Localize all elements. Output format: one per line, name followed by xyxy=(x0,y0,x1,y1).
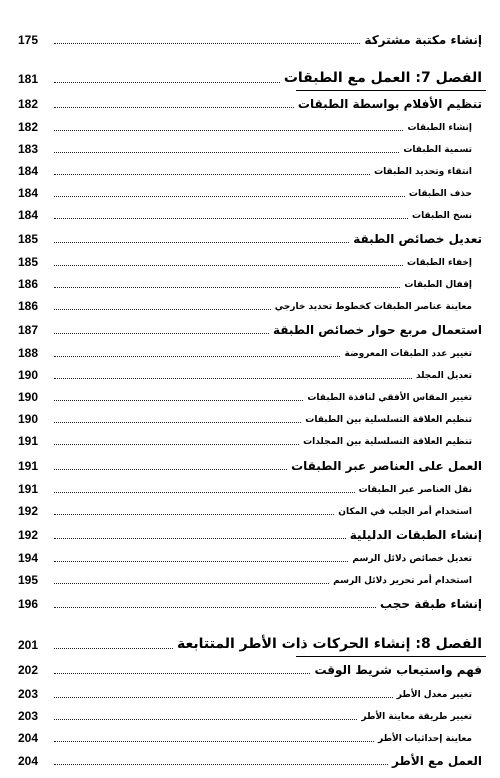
page-number: 191 xyxy=(18,482,39,496)
toc-entry xyxy=(18,233,486,245)
dot-leader xyxy=(54,107,294,108)
page-number: 185 xyxy=(18,255,39,269)
toc-entry xyxy=(18,165,486,177)
toc-entry xyxy=(18,460,486,472)
toc-entry xyxy=(18,300,486,312)
dot-leader xyxy=(54,287,400,288)
chapter-rule xyxy=(296,656,486,657)
entry-title: نسخ الطبقات xyxy=(412,211,472,221)
dot-leader xyxy=(54,492,355,493)
entry-title: نقل العناصر عبر الطبقات xyxy=(358,485,472,495)
page-number: 192 xyxy=(18,528,39,542)
page-number: 201 xyxy=(18,638,39,652)
toc-entry xyxy=(18,413,486,425)
toc-entry xyxy=(18,710,486,722)
entry-title: تنظيم الأفلام بواسطة الطبقات xyxy=(297,97,482,111)
toc-entry xyxy=(18,347,486,359)
toc-entry xyxy=(18,552,486,564)
entry-title: استخدام أمر تحرير دلائل الرسم xyxy=(333,576,472,586)
page-number: 203 xyxy=(18,687,39,701)
entry-title: إنشاء مكتبة مشتركة xyxy=(364,33,482,47)
dot-leader xyxy=(54,741,374,742)
page-number: 203 xyxy=(18,709,39,723)
toc-chapter xyxy=(18,637,486,651)
entry-title: إنشاء طبقة حجب xyxy=(380,597,482,611)
toc-entry xyxy=(18,505,486,517)
entry-title: تغيير عدد الطبقات المعروضة xyxy=(344,349,472,359)
page-number: 202 xyxy=(18,663,39,677)
entry-title: معاينة عناصر الطبقات كخطوط تحديد خارجي xyxy=(274,302,472,312)
page-number: 204 xyxy=(18,731,39,745)
page-number: 175 xyxy=(18,33,39,47)
dot-leader xyxy=(54,378,412,379)
dot-leader xyxy=(54,130,403,131)
entry-title: العمل على العناصر عبر الطبقات xyxy=(291,459,482,473)
toc-entry xyxy=(18,98,486,110)
entry-title: إقفال الطبقات xyxy=(404,280,472,290)
dot-leader xyxy=(54,82,280,83)
entry-title: استخدام أمر الجلب في المكان xyxy=(338,507,472,517)
toc-entry xyxy=(18,256,486,268)
entry-title: تنظيم العلاقة التسلسلية بين المجلدات xyxy=(303,437,472,447)
entry-title: استعمال مربع حوار خصائص الطبقة xyxy=(272,323,482,337)
entry-title: العمل مع الأطر xyxy=(392,754,482,768)
dot-leader xyxy=(54,607,376,608)
toc-entry xyxy=(18,187,486,199)
page-number: 183 xyxy=(18,142,39,156)
toc-entry xyxy=(18,483,486,495)
chapter-title: الفصل 7: العمل مع الطبقات xyxy=(283,70,482,86)
toc-chapter xyxy=(18,71,486,85)
dot-leader xyxy=(54,174,370,175)
page-number: 190 xyxy=(18,412,39,426)
dot-leader xyxy=(54,196,405,197)
dot-leader xyxy=(54,538,346,539)
toc-entry xyxy=(18,209,486,221)
entry-title: تغيير معدل الأطر xyxy=(396,690,472,700)
toc-entry xyxy=(18,598,486,610)
dot-leader xyxy=(54,514,334,515)
page-number: 184 xyxy=(18,186,39,200)
page-number: 190 xyxy=(18,390,39,404)
dot-leader xyxy=(54,469,287,470)
toc-entry xyxy=(18,121,486,133)
chapter-rule xyxy=(296,90,486,91)
entry-title: فهم واستيعاب شريط الوقت xyxy=(314,663,482,677)
toc-entry xyxy=(18,755,486,767)
page-number: 182 xyxy=(18,97,39,111)
dot-leader xyxy=(54,356,340,357)
entry-title: تعديل خصائص دلائل الرسم xyxy=(352,554,472,564)
toc-entry xyxy=(18,688,486,700)
dot-leader xyxy=(54,422,301,423)
dot-leader xyxy=(54,400,303,401)
entry-title: تعديل خصائص الطبقة xyxy=(353,232,482,246)
page-number: 190 xyxy=(18,368,39,382)
page-number: 195 xyxy=(18,573,39,587)
chapter-title: الفصل 8: إنشاء الحركات ذات الأطر المتتابعة xyxy=(176,636,482,652)
toc-entry xyxy=(18,574,486,586)
entry-title: إنشاء الطبقات الدليلية xyxy=(349,528,482,542)
toc-entry xyxy=(18,278,486,290)
dot-leader xyxy=(54,265,403,266)
toc-entry xyxy=(18,529,486,541)
page-number: 186 xyxy=(18,277,39,291)
toc-entry xyxy=(18,369,486,381)
page-number: 187 xyxy=(18,323,39,337)
entry-title: انتقاء وتحديد الطبقات xyxy=(374,167,472,177)
page-number: 182 xyxy=(18,120,39,134)
entry-title: إنشاء الطبقات xyxy=(407,123,472,133)
dot-leader xyxy=(54,444,299,445)
page-number: 184 xyxy=(18,208,39,222)
toc-entry xyxy=(18,324,486,336)
dot-leader xyxy=(54,673,310,674)
entry-title: تغيير طريقة معاينة الأطر xyxy=(361,712,472,722)
dot-leader xyxy=(54,648,173,649)
dot-leader xyxy=(54,242,349,243)
dot-leader xyxy=(54,719,357,720)
dot-leader xyxy=(54,764,388,765)
dot-leader xyxy=(54,152,399,153)
entry-title: تعديل المجلد xyxy=(415,371,472,381)
page-number: 204 xyxy=(18,754,39,768)
dot-leader xyxy=(54,697,393,698)
toc-entry xyxy=(18,143,486,155)
dot-leader xyxy=(54,333,269,334)
toc-entry xyxy=(18,664,486,676)
entry-title: تغيير المقاس الأفقي لنافذة الطبقات xyxy=(307,393,472,403)
page-number: 194 xyxy=(18,551,39,565)
page-number: 181 xyxy=(18,72,39,86)
toc-entry xyxy=(18,34,486,46)
page-number: 184 xyxy=(18,164,39,178)
page-number: 191 xyxy=(18,434,39,448)
toc-entry xyxy=(18,732,486,744)
toc-entry xyxy=(18,435,486,447)
dot-leader xyxy=(54,43,360,44)
page-number: 186 xyxy=(18,299,39,313)
page-number: 191 xyxy=(18,459,39,473)
entry-title: حذف الطبقات xyxy=(408,189,472,199)
page-number: 188 xyxy=(18,346,39,360)
entry-title: معاينة إحداثيات الأطر xyxy=(377,734,472,744)
page-number: 185 xyxy=(18,232,39,246)
entry-title: تسمية الطبقات xyxy=(403,145,472,155)
entry-title: إخفاء الطبقات xyxy=(407,258,472,268)
dot-leader xyxy=(54,561,348,562)
dot-leader xyxy=(54,309,271,310)
page-number: 192 xyxy=(18,504,39,518)
page-number: 196 xyxy=(18,597,39,611)
entry-title: تنظيم العلاقة التسلسلية بين الطبقات xyxy=(305,415,472,425)
toc-entry xyxy=(18,391,486,403)
dot-leader xyxy=(54,218,408,219)
dot-leader xyxy=(54,583,329,584)
